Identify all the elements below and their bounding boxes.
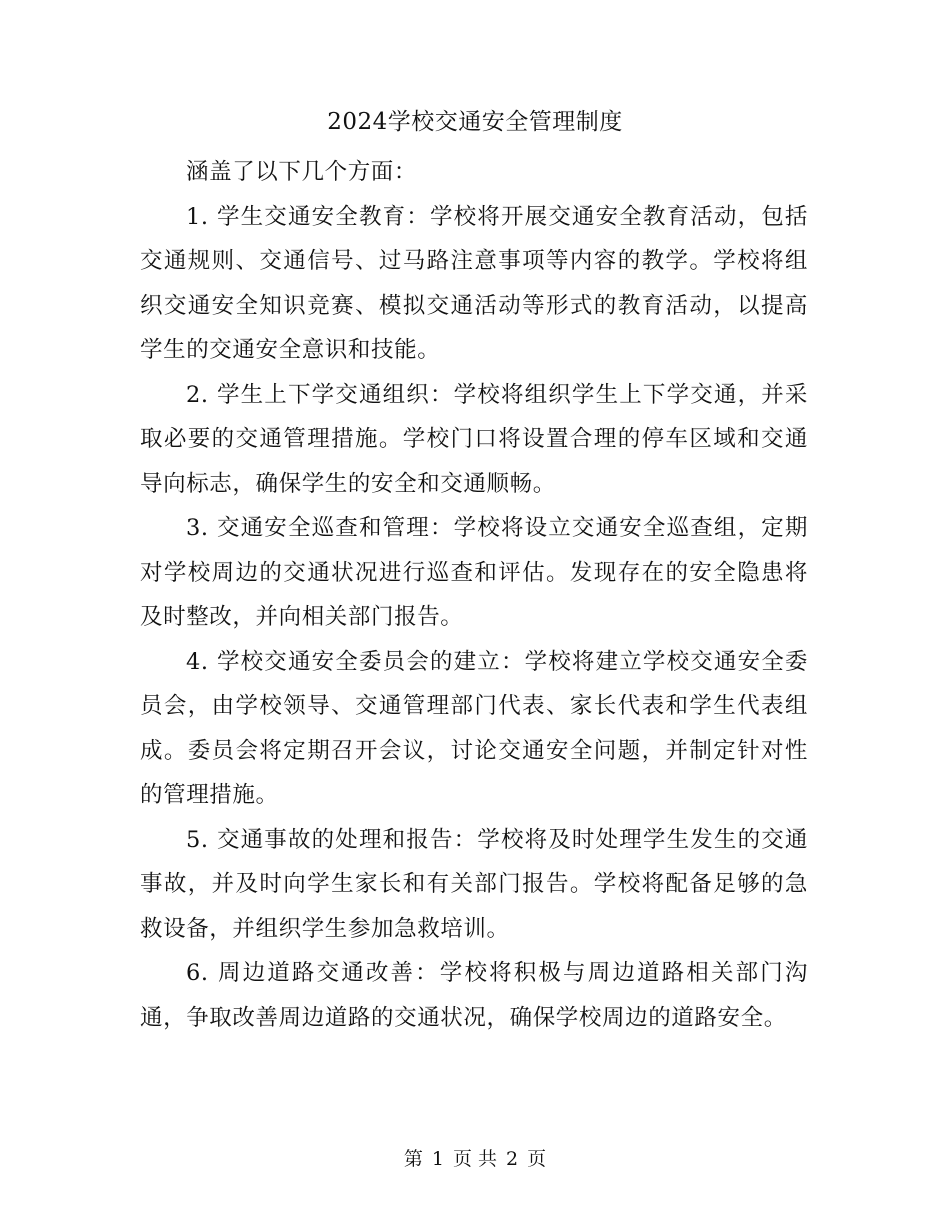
paragraph-2: 2. 学生上下学交通组织：学校将组织学生上下学交通，并采取必要的交通管理措施。学校门口将设置合理的停车区域和交通导向标志，确保学生的安全和交通顺畅。 [140, 381, 808, 497]
document-body [140, 150, 808, 1040]
paragraph-3: 3. 交通安全巡查和管理：学校将设立交通安全巡查组，定期对学校周边的交通状况进行巡查和评估。发现存在的安全隐患将及时整改，并向相关部门报告。 [140, 515, 808, 630]
document-title: 2024学校交通安全管理制度 [327, 109, 623, 135]
paragraph-6: 6. 周边道路交通改善：学校将积极与周边道路相关部门沟通，争取改善周边道路的交通状况，确保学校周边的道路安全。 [140, 960, 808, 1031]
footer-middle: 页 共 [452, 1148, 498, 1170]
footer-total-pages: 2 [506, 1148, 519, 1170]
intro-paragraph: 涵盖了以下几个方面： [186, 159, 418, 185]
footer-suffix: 页 [527, 1148, 547, 1170]
paragraph-1: 1. 学生交通安全教育：学校将开展交通安全教育活动，包括交通规则、交通信号、过马路注意事项等内容的教学。学校将组织交通安全知识竞赛、模拟交通活动等形式的教育活动，以提高学生的交通安全意识和技能。 [140, 203, 808, 363]
paragraph-4: 4. 学校交通安全委员会的建立：学校将建立学校交通安全委员会，由学校领导、交通管理部门代表、家长代表和学生代表组成。委员会将定期召开会议，讨论交通安全问题，并制定针对性的管理措施。 [140, 648, 808, 808]
page-footer [0, 1144, 950, 1174]
footer-current-page: 1 [431, 1148, 444, 1170]
footer-prefix: 第 [403, 1148, 423, 1170]
paragraph-5: 5. 交通事故的处理和报告：学校将及时处理学生发生的交通事故，并及时向学生家长和有关部门报告。学校将配备足够的急救设备，并组织学生参加急救培训。 [140, 826, 808, 942]
